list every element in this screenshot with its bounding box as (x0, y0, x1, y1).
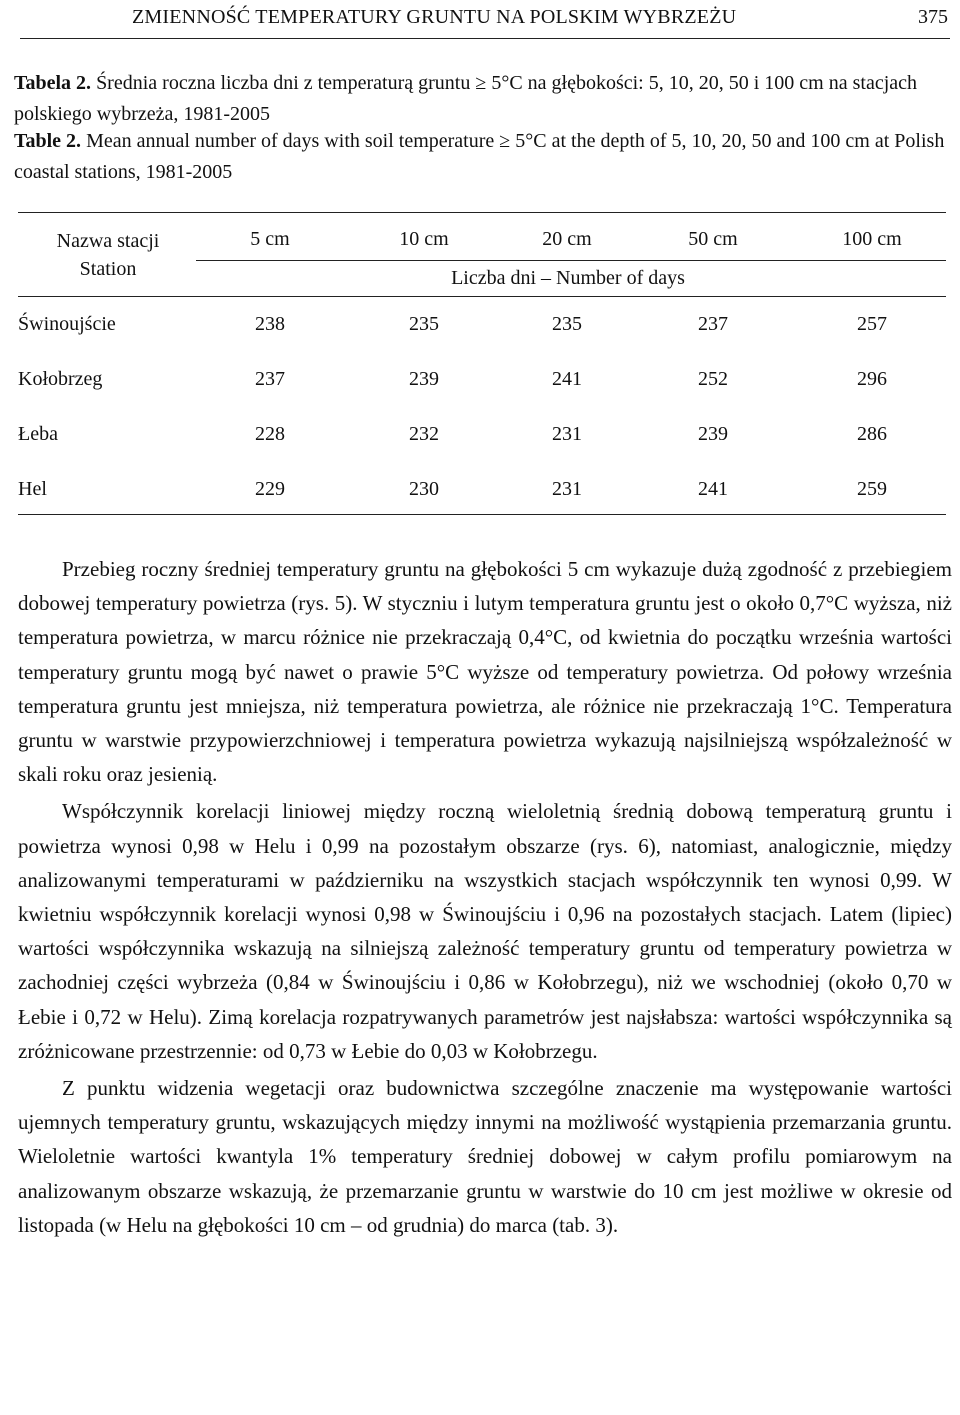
running-title: ZMIENNOŚĆ TEMPERATURY GRUNTU NA POLSKIM WYBRZEŻU (132, 6, 737, 28)
days-value-cell: 228 (255, 423, 285, 445)
soil-temperature-days-table (18, 200, 946, 516)
depth-header: 20 cm (542, 228, 592, 250)
caption-text-english: Mean annual number of days with soil temperature ≥ 5°C at the depth of 5, 10, 20, 50 and 100 cm at Polish coastal stations, 1981-2005 (14, 130, 945, 183)
days-value-cell: 239 (409, 368, 439, 390)
days-value-cell: 235 (552, 313, 582, 335)
days-value-cell: 259 (857, 478, 887, 500)
days-value-cell: 239 (698, 423, 728, 445)
station-name-cell: Świnoujście (18, 313, 116, 335)
unit-subheader: Liczba dni – Number of days (451, 267, 685, 289)
caption-label-english: Table 2. (14, 130, 82, 152)
caption-label-polish: Tabela 2. (14, 72, 92, 94)
paragraph: Przebieg roczny średniej temperatury gruntu na głębokości 5 cm wykazuje dużą zgodność z przebiegiem dobowej temperatury powietrza (rys. 5). W styczniu i lutym temperatura gruntu jest o około 0,7°C wyższa, niż temperatura powietrza, w marcu różnice nie przekraczają 0,4°C, od kwietnia do początku września wartości temperatury gruntu mogą być nawet o prawie 5°C wyższe od temperatury powietrza. Od połowy września temperatura gruntu jest mniejsza, niż temperatura powietrza, ale różnice nie przekraczają 1°C. Temperatura gruntu w warstwie przypowierzchniowej i temperatura powietrza wykazują najsilniejszą współzależność w skali roku oraz jesienią. (18, 557, 952, 787)
depth-header: 50 cm (688, 228, 738, 250)
station-header-polish: Nazwa stacji (56, 230, 160, 252)
days-value-cell: 241 (698, 478, 728, 500)
days-value-cell: 230 (409, 478, 439, 500)
days-value-cell: 229 (255, 478, 285, 500)
days-value-cell: 238 (255, 313, 285, 335)
station-name-cell: Hel (18, 478, 47, 500)
days-value-cell: 237 (255, 368, 285, 390)
days-value-cell: 235 (409, 313, 439, 335)
days-value-cell: 296 (857, 368, 887, 390)
paragraph: Z punktu widzenia wegetacji oraz budownictwa szczególne znaczenie ma występowanie wartości ujemnych temperatury gruntu, wskazujących między innymi na możliwość wystąpienia przemarzania gruntu. Wieloletnie wartości kwantyla 1% temperatury średniej dobowej w całym profilu pomiarowym na analizowanym obszarze wskazują, że przemarzanie gruntu w warstwie do 10 cm jest możliwe w okresie od listopada (w Helu na głębokości 10 cm – od grudnia) do marca (tab. 3). (18, 1076, 952, 1237)
article-body (18, 552, 952, 1245)
days-value-cell: 241 (552, 368, 582, 390)
station-name-cell: Kołobrzeg (18, 368, 103, 390)
depth-header: 5 cm (250, 228, 290, 250)
caption-text-polish: Średnia roczna liczba dni z temperaturą gruntu ≥ 5°C na głębokości: 5, 10, 20, 50 i 100 cm na stacjach polskiego wybrzeża, 1981-2005 (14, 72, 918, 125)
depth-header: 10 cm (399, 228, 449, 250)
page-number: 375 (918, 6, 948, 28)
days-value-cell: 252 (698, 368, 728, 390)
header-mid-rule (196, 260, 946, 261)
station-header-english: Station (79, 258, 137, 280)
table-bottom-rule (18, 514, 946, 515)
station-name-cell: Łeba (18, 423, 58, 445)
header-bottom-rule (18, 296, 946, 297)
table-caption-polish (14, 68, 954, 130)
depth-header: 100 cm (842, 228, 902, 250)
days-value-cell: 257 (857, 313, 887, 335)
days-value-cell: 231 (552, 478, 582, 500)
days-value-cell: 232 (409, 423, 439, 445)
days-value-cell: 237 (698, 313, 728, 335)
days-value-cell: 231 (552, 423, 582, 445)
paragraph: Współczynnik korelacji liniowej między roczną wieloletnią średnią dobową temperaturą gruntu i powietrza wynosi 0,98 w Helu i 0,99 na pozostałym obszarze (rys. 6), natomiast, analogicznie, między analizowanymi temperaturami w październiku na wszystkich stacjach współczynnik ten wynosi 0,99. W kwietniu współczynnik korelacji wynosi 0,98 w Świnoujściu i 0,96 na pozostałych stacjach. Latem (lipiec) wartości współczynnika wskazują na silniejszą zależność temperatury gruntu od temperatury powietrza w zachodniej części wybrzeża (0,84 w Świnoujściu i 0,86 w Kołobrzegu), niż we wschodniej (około 0,70 w Łebie i 0,72 w Helu). Zimą korelacja rozpatrywanych parametrów jest najsłabsza: wartości współczynnika są zróżnicowane przestrzennie: od 0,73 w Łebie do 0,03 w Kołobrzegu. (18, 799, 952, 1063)
table-caption-english (14, 126, 954, 188)
days-value-cell: 286 (857, 423, 887, 445)
table-top-rule (18, 212, 946, 213)
running-header (20, 4, 950, 39)
